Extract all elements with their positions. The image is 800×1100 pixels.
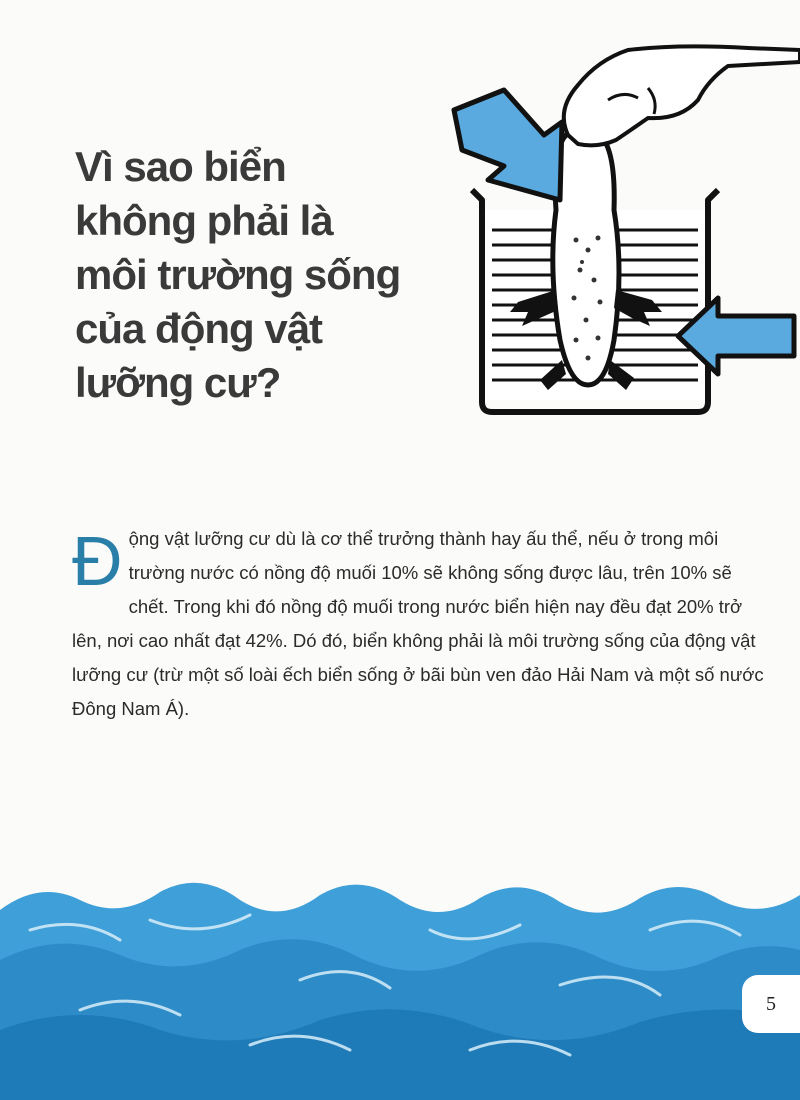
drop-cap: Đ	[72, 522, 123, 600]
body-paragraph	[72, 522, 772, 726]
sea-waves-icon	[0, 870, 800, 1100]
page-title: Vì sao biển không phải là môi trường sống của động vật lưỡng cư?	[75, 143, 401, 406]
page-number: 5	[742, 975, 800, 1033]
body-text: ộng vật lưỡng cư dù là cơ thể trưởng thành hay ấu thể, nếu ở trong môi trường nước có nồng độ muối 10% sẽ không sống được lâu, trên 10% sẽ chết. Trong khi đó nồng độ muối trong nước biển hiện nay đều đạt 20% trở lên, nơi cao nhất đạt 42%. Dó đó, biển không phải là môi trường sống của động vật lưỡng cư (trừ một số loài ếch biển sống ở bãi bùn ven đảo Hải Nam và một số nước Đông Nam Á).	[72, 528, 764, 719]
frog-in-salt-water-beaker-icon	[448, 40, 800, 420]
